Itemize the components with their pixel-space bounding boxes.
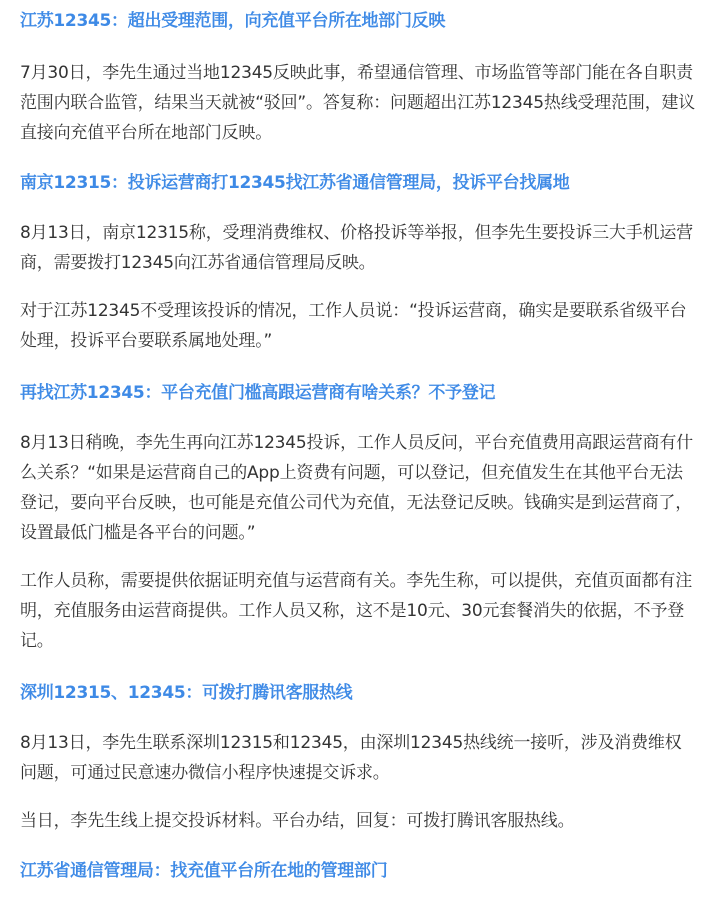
section-heading: 再找江苏12345：平台充值门槛高跟运营商有啥关系？不予登记: [20, 383, 496, 403]
section-heading: 江苏12345：超出受理范围，向充值平台所在地部门反映: [20, 11, 446, 31]
section-heading: 深圳12315、12345：可拨打腾讯客服热线: [20, 683, 353, 703]
paragraph: 工作人员称，需要提供依据证明充值与运营商有关。李先生称，可以提供，充值页面都有注明，充值服务由运营商提供。工作人员又称，这不是10元、30元套餐消失的依据，不予登记。: [20, 571, 692, 651]
paragraph: 8月13日，李先生联系深圳12315和12345，由深圳12345热线统一接听，涉及消费维权问题，可通过民意速办微信小程序快速提交诉求。: [20, 733, 682, 783]
paragraph: 7月30日，李先生通过当地12345反映此事，希望通信管理、市场监管等部门能在各自职责范围内联合监管，结果当天就被“驳回”。答复称：问题超出江苏12345热线受理范围，建议直接向充值平台所在地部门反映。: [20, 63, 696, 143]
section-heading: 江苏省通信管理局：找充值平台所在地的管理部门: [20, 861, 388, 881]
paragraph: 8月13日稍晚，李先生再向江苏12345投诉，工作人员反问，平台充值费用高跟运营商有什么关系？“如果是运营商自己的App上资费有问题，可以登记，但充值发生在其他平台无法登记，要向平台反映，也可能是充值公司代为充值，无法登记反映。钱确实是到运营商了，设置最低门槛是各平台的问题。”: [20, 433, 693, 543]
paragraph: 当日，李先生线上提交投诉材料。平台办结，回复：可拨打腾讯客服热线。: [20, 811, 575, 831]
paragraph: 对于江苏12345不受理该投诉的情况，工作人员说：“投诉运营商，确实是要联系省级平台处理，投诉平台要联系属地处理。”: [20, 301, 687, 351]
section-heading: 南京12315：投诉运营商打12345找江苏省通信管理局，投诉平台找属地: [20, 173, 570, 193]
paragraph: 8月13日，南京12315称，受理消费维权、价格投诉等举报，但李先生要投诉三大手机运营商，需要拨打12345向江苏省通信管理局反映。: [20, 223, 693, 273]
